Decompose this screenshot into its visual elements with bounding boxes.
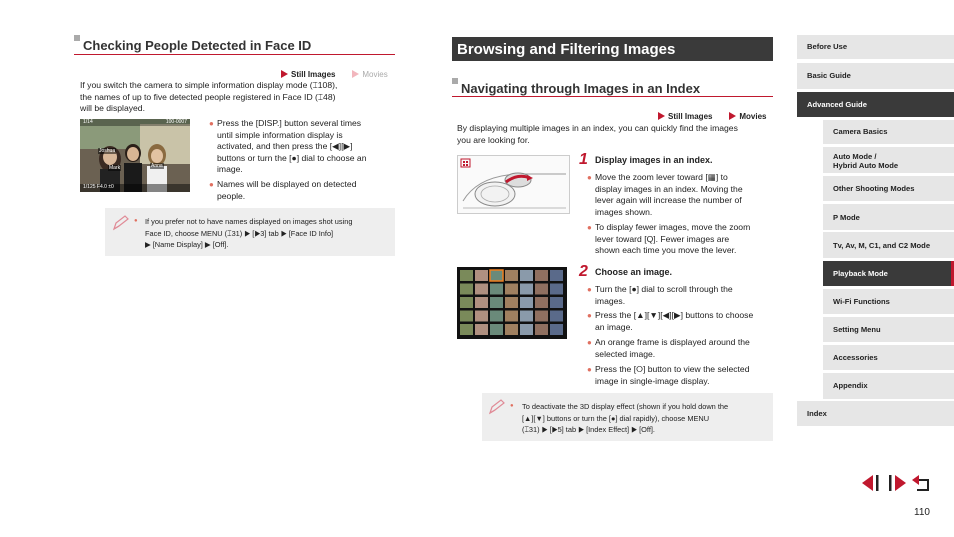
bullet-line: Turn the [●] dial to scroll through the	[595, 284, 733, 294]
index-thumbnail	[460, 311, 473, 322]
index-thumbnail	[535, 284, 548, 295]
index-thumbnail	[535, 311, 548, 322]
return-icon	[911, 474, 933, 492]
previous-arrow-icon	[860, 474, 882, 492]
bullet-item	[209, 118, 397, 176]
index-thumbnail	[550, 270, 563, 281]
face-id-screen-image	[80, 119, 190, 192]
note-bullet-dot-icon: ●	[134, 218, 138, 224]
index-thumbnail	[475, 284, 488, 295]
intro-line: If you switch the camera to simple information display mode (⌶108),	[80, 80, 338, 90]
still-images-icon	[658, 112, 665, 120]
bullet-line: Press the [⭘] button to view the selected	[595, 364, 750, 374]
note-line: (⌶31) ▶ [▶5] tab ▶ [Index Effect] ▶ [Off].	[522, 425, 655, 434]
index-thumbnail	[475, 311, 488, 322]
index-thumbnail	[520, 297, 533, 308]
nav-wifi-functions[interactable]	[823, 289, 954, 314]
index-thumbnail	[490, 324, 503, 335]
bullet-dot-icon: ●	[587, 285, 592, 294]
bullet-dot-icon: ●	[587, 223, 592, 232]
still-images-label: Still Images	[668, 112, 713, 121]
bullet-line: Press the [▲][▼][◀][▶] buttons to choose	[595, 310, 754, 320]
face-name-3: Anna	[151, 163, 163, 169]
bullet-line: activated, and then press the [◀][▶]	[217, 141, 353, 151]
index-thumbnail	[505, 311, 518, 322]
bullet-item	[587, 364, 775, 387]
nav-p-mode[interactable]	[823, 204, 954, 230]
bullet-line: an image.	[595, 321, 633, 332]
nav-label: Playback Mode	[833, 269, 888, 278]
index-thumbnail	[535, 270, 548, 281]
page-title-bar	[452, 37, 773, 61]
intro-line: you are looking for.	[457, 134, 530, 145]
face-id-photo	[80, 119, 190, 192]
bullet-line: image in single-image display.	[595, 375, 710, 386]
nav-camera-basics[interactable]	[823, 120, 954, 144]
bullet-item	[587, 310, 775, 333]
bullet-line: people.	[217, 190, 246, 201]
step-number-2: 2	[579, 263, 588, 280]
bullet-line: images.	[595, 295, 626, 306]
bullet-line: selected image.	[595, 348, 656, 359]
bullet-item	[587, 172, 775, 218]
nav-label: P Mode	[833, 213, 860, 222]
bullet-item	[587, 284, 775, 307]
index-thumbnail	[490, 270, 503, 281]
note-bullet-dot-icon: ●	[510, 403, 514, 409]
photo-overlay-top-right: 100-0007	[165, 119, 187, 125]
nav-label: Index	[807, 409, 827, 418]
nav-before-use[interactable]	[797, 35, 954, 59]
index-display-image	[457, 267, 567, 339]
face-name-2: Mark	[109, 165, 121, 171]
bullet-item	[587, 337, 775, 360]
index-thumbnail	[550, 324, 563, 335]
bullet-line: Names will be displayed on detected	[217, 179, 357, 189]
still-images-icon	[281, 70, 288, 78]
face-name-1: Joshua	[99, 148, 116, 154]
nav-label-line2: Hybrid Auto Mode	[833, 161, 899, 170]
index-thumbnail-grid	[457, 267, 567, 339]
return-button[interactable]	[911, 474, 933, 492]
index-thumbnail	[460, 284, 473, 295]
nav-other-shooting-modes[interactable]	[823, 176, 954, 201]
bullet-line: To display fewer images, move the zoom	[595, 222, 751, 232]
heading-marker	[452, 78, 458, 84]
nav-auto-mode[interactable]	[823, 147, 954, 173]
nav-label: Auto Mode /	[833, 152, 877, 161]
index-thumbnail	[520, 284, 533, 295]
nav-playback-mode[interactable]	[823, 261, 954, 286]
pencil-icon	[111, 214, 131, 232]
note-text	[522, 401, 770, 436]
camera-top-drawing	[458, 156, 569, 213]
bullet-dot-icon: ●	[209, 119, 214, 128]
bullet-dot-icon: ●	[587, 338, 592, 347]
note-line: [▲][▼] buttons or turn the [●] dial rapidly), choose MENU	[522, 413, 710, 423]
index-thumbnail	[490, 297, 503, 308]
note-line: Face ID, choose MENU (⌶31) ▶ [▶3] tab ▶ [Face ID Info]	[145, 228, 334, 238]
step-number-1: 1	[579, 151, 588, 168]
page-number: 110	[914, 507, 930, 518]
index-thumbnail	[475, 297, 488, 308]
bullet-line: lever toward [Q]. Fewer images are	[595, 233, 730, 244]
index-thumbnail	[475, 324, 488, 335]
nav-label: Before Use	[807, 42, 848, 51]
nav-label: Appendix	[833, 381, 868, 390]
pencil-icon	[487, 398, 507, 416]
index-thumbnail	[475, 270, 488, 281]
section-heading-text: Navigating through Images in an Index	[461, 81, 701, 96]
note-text	[145, 216, 390, 251]
section-heading-text: Checking People Detected in Face ID	[83, 38, 312, 53]
index-thumbnail	[505, 270, 518, 281]
bullet-line: An orange frame is displayed around the	[595, 337, 750, 347]
nav-label: Tv, Av, M, C1, and C2 Mode	[833, 241, 931, 250]
movies-label: Movies	[362, 70, 388, 79]
note-line: To deactivate the 3D display effect (shown if you hold down the	[522, 402, 729, 411]
bullet-item	[209, 179, 397, 202]
heading-underline	[452, 96, 773, 97]
index-thumbnail	[535, 324, 548, 335]
index-thumbnail	[520, 270, 533, 281]
bullet-line: lever again will increase the number of	[595, 195, 742, 205]
step-title-2: Choose an image.	[595, 267, 673, 277]
bullet-line: buttons or turn the [●] dial to choose an	[217, 152, 367, 163]
index-thumbnail	[550, 311, 563, 322]
movies-label: Movies	[739, 112, 767, 121]
movies-icon	[352, 70, 359, 78]
heading-marker	[74, 35, 80, 41]
index-thumbnail	[505, 297, 518, 308]
index-thumbnail	[460, 270, 473, 281]
index-thumbnail	[505, 284, 518, 295]
intro-line: By displaying multiple images in an index, you can quickly find the images	[457, 123, 738, 133]
bullet-dot-icon: ●	[587, 365, 592, 374]
movies-icon	[729, 112, 736, 120]
bullet-line: images shown.	[595, 206, 653, 217]
step-title-1: Display images in an index.	[595, 155, 713, 165]
image-type-tags	[658, 106, 767, 124]
zoom-lever-illustration	[457, 155, 570, 214]
index-thumbnail	[490, 311, 503, 322]
intro-line: will be displayed.	[80, 103, 145, 113]
index-thumbnail	[520, 311, 533, 322]
index-thumbnail	[550, 297, 563, 308]
bullet-line: until simple information display is	[217, 129, 343, 140]
next-arrow-icon	[886, 474, 908, 492]
previous-page-button[interactable]	[860, 474, 882, 492]
photo-overlay-bottom: 1/125 F4.0 ±0	[83, 184, 114, 190]
index-thumbnail	[535, 297, 548, 308]
index-thumbnail	[460, 297, 473, 308]
intro-paragraph	[457, 123, 777, 146]
bullet-dot-icon: ●	[587, 311, 592, 320]
bullet-dot-icon: ●	[209, 180, 214, 189]
index-thumbnail	[520, 324, 533, 335]
nav-label: Accessories	[833, 353, 878, 362]
section-heading-face-id	[83, 38, 311, 53]
nav-label: Advanced Guide	[807, 100, 867, 109]
bullet-line: Press the [DISP.] button several times	[217, 118, 362, 128]
nav-label: Other Shooting Modes	[833, 184, 915, 193]
bullet-dot-icon: ●	[587, 173, 592, 182]
note-box-index	[482, 393, 773, 441]
page-title: Browsing and Filtering Images	[457, 41, 676, 58]
bullet-item	[587, 222, 775, 257]
nav-advanced-guide[interactable]	[797, 92, 954, 117]
note-box-face-id	[105, 208, 395, 256]
intro-paragraph	[80, 80, 400, 115]
nav-label: Camera Basics	[833, 127, 888, 136]
nav-appendix[interactable]	[823, 373, 954, 399]
nav-accessories[interactable]	[823, 345, 954, 370]
photo-overlay-top-left: 1/14	[83, 119, 93, 125]
note-line: If you prefer not to have names displayed on images shot using	[145, 217, 353, 226]
note-line: ▶ [Name Display] ▶ [Off].	[145, 240, 229, 249]
still-images-label: Still Images	[291, 70, 336, 79]
nav-setting-menu[interactable]	[823, 317, 954, 342]
nav-label: Basic Guide	[807, 71, 851, 80]
intro-line: the names of up to five detected people registered in Face ID (⌶48)	[80, 91, 336, 102]
section-heading-index	[461, 81, 700, 96]
heading-underline	[74, 54, 395, 55]
bullet-line: display images in an index. Moving the	[595, 183, 743, 194]
bullet-line: Move the zoom lever toward [▦] to	[595, 172, 728, 182]
index-thumbnail	[550, 284, 563, 295]
nav-tv-av-m-mode[interactable]	[823, 232, 954, 258]
nav-label: Wi-Fi Functions	[833, 297, 890, 306]
nav-label: Setting Menu	[833, 325, 881, 334]
index-thumbnail	[490, 284, 503, 295]
nav-basic-guide[interactable]	[797, 63, 954, 89]
index-thumbnail	[460, 324, 473, 335]
bullet-line: shown each time you move the lever.	[595, 245, 737, 255]
nav-index[interactable]	[797, 401, 954, 426]
bullet-line: image.	[217, 164, 243, 174]
index-thumbnail	[505, 324, 518, 335]
next-page-button[interactable]	[886, 474, 908, 492]
